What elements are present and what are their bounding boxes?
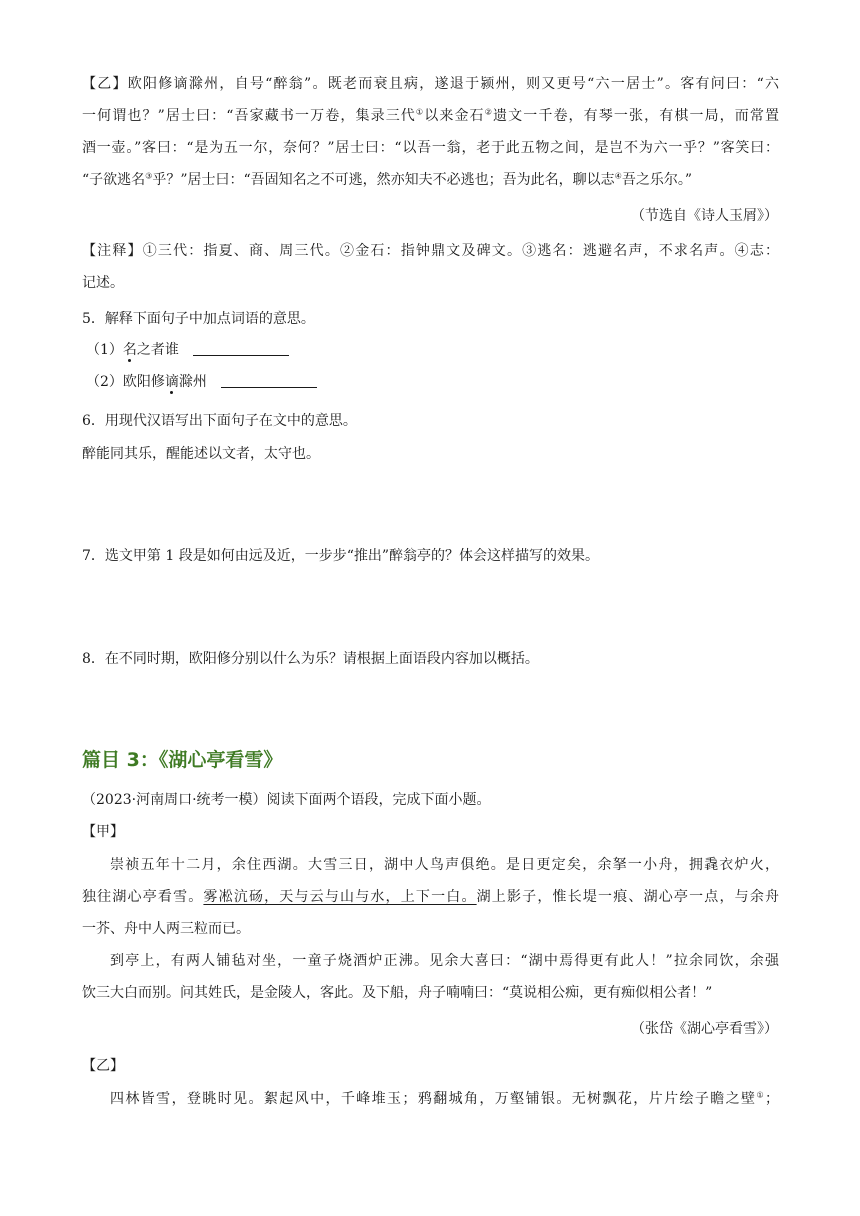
jia-p1-line-2 (82, 887, 779, 907)
text: 四林皆雪，登眺时见。絮起风中，千峰堆玉；鸦翻城角，万壑铺银。无树飘花，片片绘子瞻之壁 (110, 1091, 757, 1107)
text: “子欲逃名 (82, 172, 146, 188)
jia-label: 【甲】 (82, 824, 124, 840)
footnote-mark: ① (415, 107, 425, 117)
jia-p1-line-1 (110, 855, 779, 875)
question-5-title: 5．解释下面句子中加点词语的意思。 (82, 311, 315, 327)
question-5-item-1 (86, 340, 289, 360)
text: 以来金石 (424, 108, 485, 124)
notes-line-2: 记述。 (82, 275, 124, 291)
text: 到亭上，有两人铺毡对坐，一童子烧酒炉正沸。见余大喜曰：“湖中焉得更有此人！”拉余同饮，余强 (110, 953, 779, 969)
text: 遗文一千卷，有琴一张，有棋一局，而常置 (492, 108, 780, 124)
answer-blank-1[interactable] (193, 341, 289, 356)
text: 滁州 (178, 374, 207, 390)
section-3-intro: （2023·河南周口·统考一模）阅读下面两个语段，完成下面小题。 (82, 792, 491, 808)
answer-blank-2[interactable] (221, 373, 317, 388)
yi-passage-line-2 (82, 106, 779, 126)
text: 【注释】①三代：指夏、商、周三代。②金石：指钟鼎文及碑文。③逃名：逃避名声，不求名声。④志： (82, 243, 779, 259)
jia-p1-line-3: 一芥、舟中人两三粒而已。 (82, 921, 250, 937)
question-7: 7．选文甲第 1 段是如何由远及近，一步步“推出”醉翁亭的？体会这样描写的效果。 (82, 548, 600, 564)
jia-source: （张岱《湖心亭看雪》） (631, 1021, 778, 1037)
yi-source: （节选自《诗人玉屑》） (631, 208, 778, 224)
question-5-item-2 (86, 372, 317, 392)
text: 独往湖心亭看雪。 (82, 889, 204, 905)
text: 一何谓也？”居士曰：“吾家藏书一万卷，集录三代 (82, 108, 416, 124)
question-6-sentence: 醉能同其乐，醒能述以文者，太守也。 (82, 446, 320, 462)
jia-p2-line-1 (110, 951, 779, 971)
yi-label: 【乙】 (82, 1058, 124, 1074)
underlined-sentence: 雾凇沆砀，天与云与山与水，上下一白。 (203, 889, 477, 905)
text: 【乙】欧阳修谪滁州，自号“醉翁”。既老而衰且病，遂退于颍州，则又更号“六一居士”。客有问曰：“六 (82, 76, 779, 92)
question-6-title: 6．用现代汉语写出下面句子在文中的意思。 (82, 413, 357, 429)
text: 吾之乐尔。” (621, 172, 692, 188)
text: （1） (86, 342, 123, 358)
text: ； (765, 1091, 780, 1107)
text: 崇祯五年十二月，余住西湖。大雪三日，湖中人鸟声俱绝。是日更定矣，余拏一小舟，拥毳衣炉火， (110, 857, 779, 873)
jia-p2-line-2: 饮三大白而别。问其姓氏，是金陵人，客此。及下船，舟子喃喃曰：“莫说相公痴，更有痴似相公者！” (82, 985, 713, 1001)
footnote-mark: ③ (145, 171, 153, 181)
emphasis-dot-char: 名 (122, 342, 137, 358)
text: 酒一壶。”客曰：“是为五一尔，奈何？”居士曰：“以吾一翁，老于此五物之间，是岂不为六一乎？”客笑曰： (82, 140, 779, 156)
text: （2）欧阳修 (86, 374, 165, 390)
yi-line-1 (110, 1089, 779, 1109)
question-8: 8．在不同时期，欧阳修分别以什么为乐？请根据上面语段内容加以概括。 (82, 651, 539, 667)
text: 湖上影子，惟长堤一痕、湖心亭一点，与余舟 (476, 889, 780, 905)
yi-passage-line-1 (82, 74, 779, 94)
yi-passage-line-4 (82, 170, 692, 190)
footnote-mark: ② (484, 107, 493, 117)
footnote-mark: ① (756, 1090, 766, 1100)
text: 之者谁 (136, 342, 179, 358)
footnote-mark: ④ (614, 171, 622, 181)
section-3-heading: 篇目 3：《湖心亭看雪》 (82, 749, 283, 771)
notes-line-1 (82, 241, 779, 261)
yi-passage-line-3 (82, 138, 779, 158)
text: 乎？”居士曰：“吾固知名之不可逃，然亦知夫不必逃也；吾为此名，聊以志 (152, 172, 615, 188)
emphasis-dot-char: 谪 (164, 374, 179, 390)
